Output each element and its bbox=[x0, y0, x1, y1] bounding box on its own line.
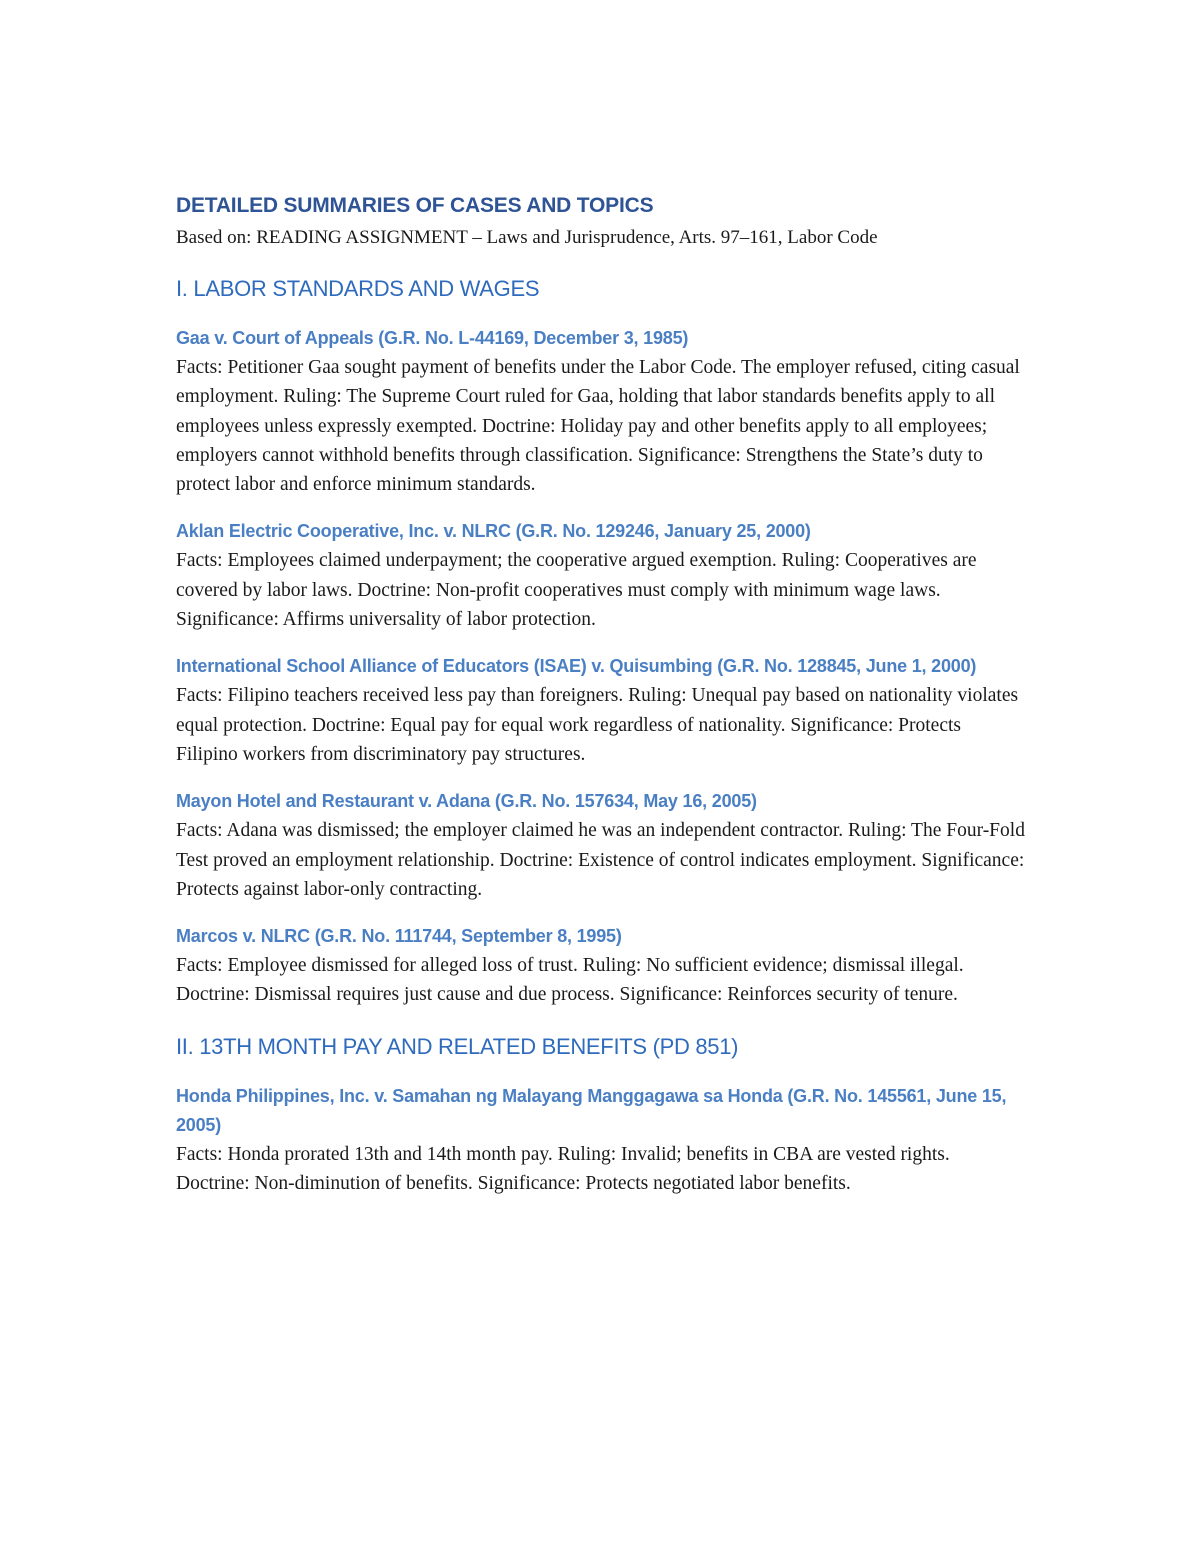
case-summary: Facts: Employee dismissed for alleged loss of trust. Ruling: No sufficient evidence; dismissal illegal. Doctrine: Dismissal requires just cause and due process. Significance: Reinforces security of tenure. bbox=[176, 955, 964, 1006]
document-subtitle: Based on: READING ASSIGNMENT – Laws and Jurisprudence, Arts. 97–161, Labor Code bbox=[176, 227, 878, 248]
case-block bbox=[176, 324, 1026, 499]
case-block bbox=[176, 922, 1026, 1010]
case-title: Marcos v. NLRC (G.R. No. 111744, September 8, 1995) bbox=[176, 926, 622, 947]
case-title: Honda Philippines, Inc. v. Samahan ng Malayang Manggagawa sa Honda (G.R. No. 145561, June 15, 2005) bbox=[176, 1085, 1007, 1135]
case-title: Aklan Electric Cooperative, Inc. v. NLRC (G.R. No. 129246, January 25, 2000) bbox=[176, 521, 811, 542]
case-block bbox=[176, 517, 1026, 634]
case-summary: Facts: Petitioner Gaa sought payment of benefits under the Labor Code. The employer refused, citing casual employment. Ruling: The Supreme Court ruled for Gaa, holding that labor standards benefits apply to all employees unless expressly exempted. Doctrine: Holiday pay and other benefits apply to all employees; employers cannot withhold benefits through classification. Significance: Strengthens the State’s duty to protect labor and enforce minimum standards. bbox=[176, 357, 1020, 496]
case-summary: Facts: Filipino teachers received less pay than foreigners. Ruling: Unequal pay based on nationality violates equal protection. Doctrine: Equal pay for equal work regardless of nationality. Significance: Protects Filipino workers from discriminatory pay structures. bbox=[176, 685, 1019, 765]
case-summary: Facts: Honda prorated 13th and 14th month pay. Ruling: Invalid; benefits in CBA are vested rights. Doctrine: Non-diminution of benefits. Significance: Protects negotiated labor benefits. bbox=[176, 1143, 950, 1195]
document-content bbox=[176, 192, 1026, 1198]
case-block bbox=[176, 652, 1026, 769]
case-block bbox=[176, 787, 1026, 904]
case-title: Gaa v. Court of Appeals (G.R. No. L-44169, December 3, 1985) bbox=[176, 328, 689, 348]
document-title: DETAILED SUMMARIES OF CASES AND TOPICS bbox=[176, 194, 654, 217]
case-block bbox=[176, 1082, 1026, 1199]
section-heading: I. LABOR STANDARDS AND WAGES bbox=[176, 276, 540, 301]
section-heading: II. 13TH MONTH PAY AND RELATED BENEFITS (PD 851) bbox=[176, 1033, 739, 1059]
case-title: Mayon Hotel and Restaurant v. Adana (G.R. No. 157634, May 16, 2005) bbox=[176, 791, 757, 812]
case-summary: Facts: Adana was dismissed; the employer claimed he was an independent contractor. Ruling: The Four-Fold Test proved an employment relationship. Doctrine: Existence of control indicates employment. Significance: Protects against labor-only contracting. bbox=[176, 820, 1025, 900]
case-title: International School Alliance of Educators (ISAE) v. Quisumbing (G.R. No. 128845, June 1, 2000) bbox=[176, 656, 977, 677]
case-summary: Facts: Employees claimed underpayment; the cooperative argued exemption. Ruling: Cooperatives are covered by labor laws. Doctrine: Non-profit cooperatives must comply with minimum wage laws. Significance: Affirms universality of labor protection. bbox=[176, 550, 977, 631]
